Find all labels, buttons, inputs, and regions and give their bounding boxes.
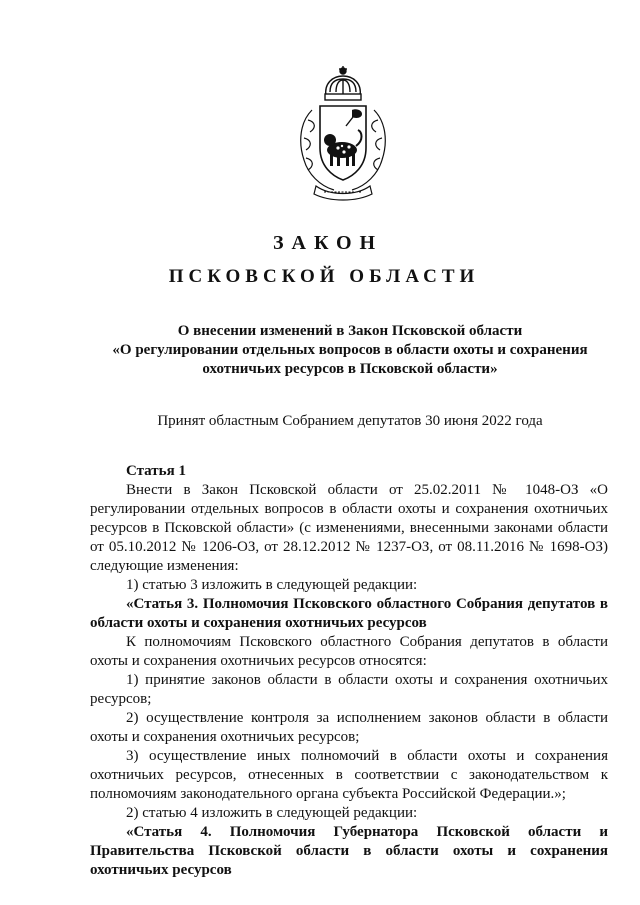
pskov-coat-of-arms-icon [290, 62, 396, 202]
article-paragraph: К полномочиям Псковского областного Собрания депутатов в области охоты и сохранения охотничьих ресурсов относятся: [90, 634, 608, 669]
article-paragraph: 2) осуществление контроля за исполнением законов области в области охоты и сохранения охотничьих ресурсов; [90, 710, 608, 745]
article-paragraph: 3) осуществление иных полномочий в области охоты и сохранения охотничьих ресурсов, отнесенных в соответствии с законодательством к полномочиям законодательного органа субъекта Российской Федерации.»; [90, 748, 608, 802]
article-title: Статья 1 [126, 463, 186, 479]
document-title: ЗАКОН [272, 232, 384, 254]
article-paragraph: 2) статью 4 изложить в следующей редакции: [126, 805, 418, 821]
article-paragraph: 1) статью 3 изложить в следующей редакции: [126, 577, 418, 593]
article-paragraph: «Статья 4. Полномочия Губернатора Псковской области и Правительства Псковской области в области охоты и сохранения охотничьих ресурсов [90, 824, 608, 878]
law-heading-line-2: «О регулировании отдельных вопросов в области охоты и сохранения охотничьих ресурсов в Псковской области» [112, 342, 588, 377]
document-body [90, 462, 608, 880]
adoption-note: Принят областным Собранием депутатов 30 июня 2022 года [157, 413, 543, 429]
document-subtitle: ПСКОВСКОЙ ОБЛАСТИ [168, 266, 480, 287]
law-heading-line-1: О внесении изменений в Закон Псковской области [177, 323, 523, 339]
article-paragraph: 1) принятие законов области в области охоты и сохранения охотничьих ресурсов; [90, 672, 608, 707]
article-paragraph: «Статья 3. Полномочия Псковского областного Собрания депутатов в области охоты и сохранения охотничьих ресурсов [90, 596, 608, 631]
law-heading [90, 322, 610, 379]
article-paragraph: Внести в Закон Псковской области от 25.02.2011 № 1048-ОЗ «О регулировании отдельных вопросов в области охоты и сохранения охотничьих ресурсов в Псковской области» (с изменениями, внесенными законами области от 05.10.2012 № 1206-ОЗ, от 28.12.2012 № 1237-ОЗ, от 08.11.2016 № 1698-ОЗ) следующие изменения: [90, 482, 608, 574]
